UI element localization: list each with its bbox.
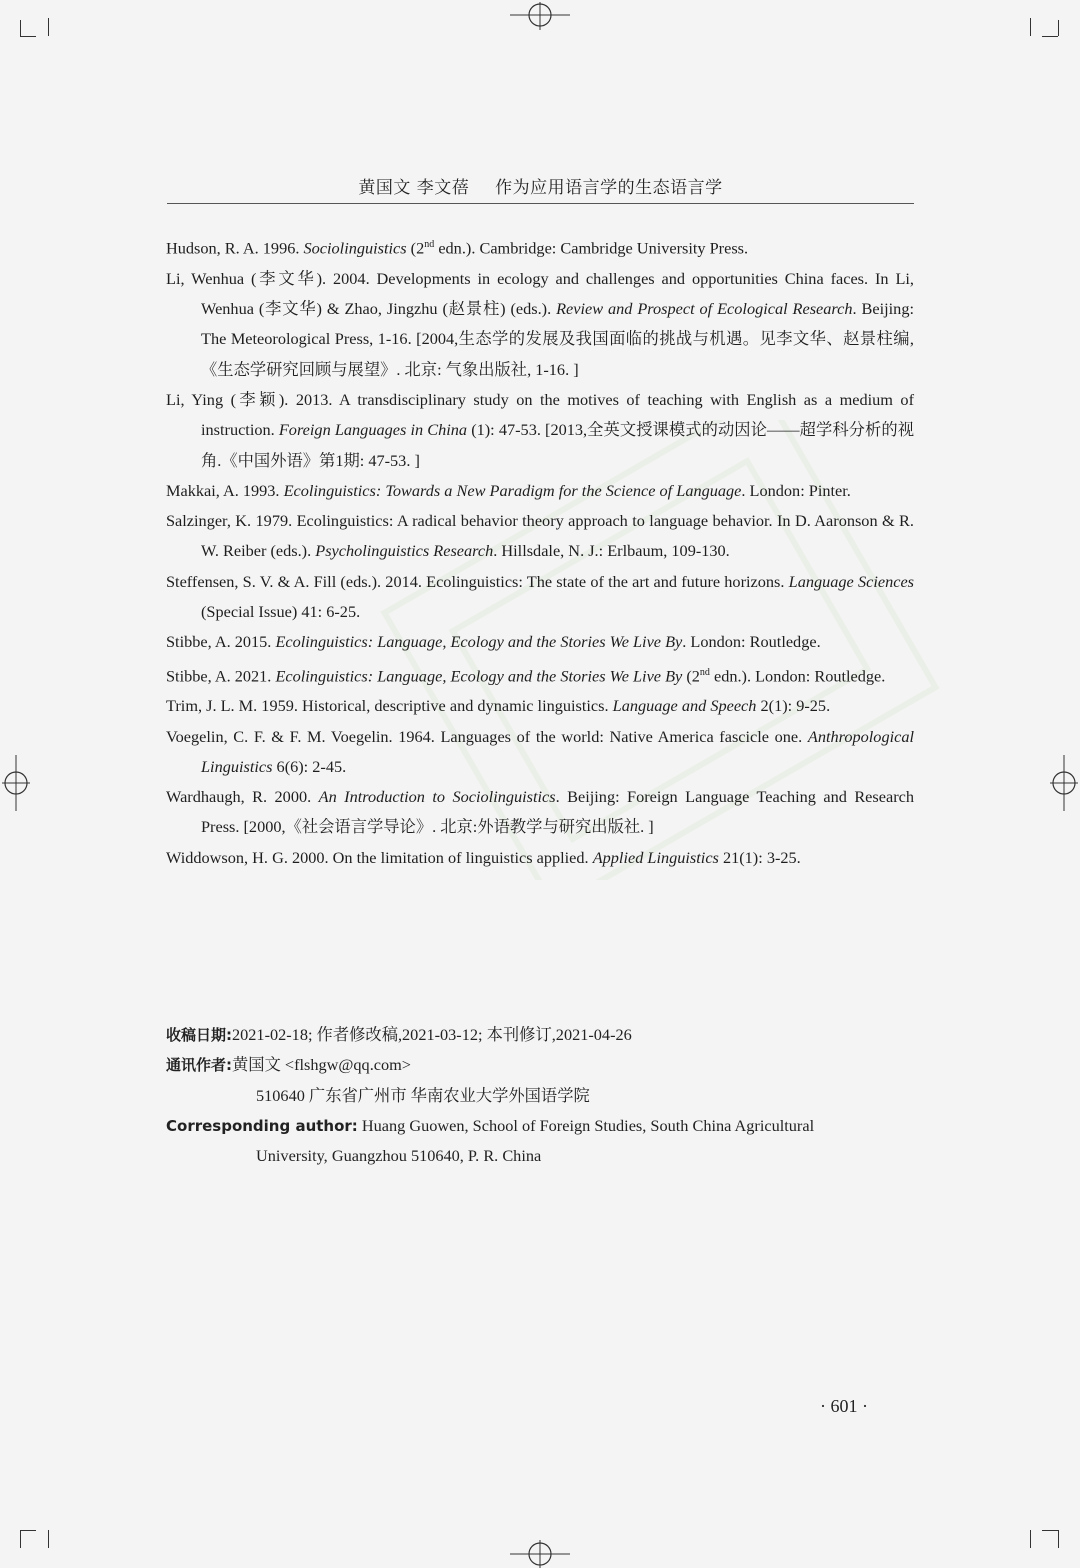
reference-entry (166, 264, 914, 385)
reference-text: Hudson, R. A. 1996. (166, 238, 304, 258)
reference-text: Steffensen, S. V. & A. Fill (eds.). 2014. Ecolinguistics: The state of the art and future horizons. (166, 571, 789, 591)
reference-text: (2 (406, 238, 425, 258)
registration-mark-top (510, 2, 570, 30)
crop-mark (1058, 1530, 1059, 1548)
crop-mark (1058, 20, 1059, 36)
header-authors: 黄国文 李文蓓 (358, 178, 470, 198)
reference-title: Sociolinguistics (303, 238, 407, 258)
reference-text: 2(1): 9-25. (756, 696, 831, 716)
reference-text: Wardhaugh, R. 2000. (166, 787, 319, 807)
contact-line (166, 1050, 914, 1080)
contact-info: 黄国文 <flshgw@qq.com> (232, 1055, 411, 1075)
reference-text: . Beijing: Foreign Language Teaching and Research Press. [2000,《社会语言学导论》. 北京:外语教学与研究出版社. ] (201, 787, 914, 837)
crop-mark (1030, 18, 1031, 36)
registration-mark-right (1050, 755, 1078, 811)
running-header (167, 173, 914, 204)
reference-entry (166, 782, 914, 843)
received-date-line (166, 1020, 914, 1050)
reference-text: . London: Pinter. (741, 480, 851, 500)
reference-text: Li, Wenhua (李文华). 2004. Developments in ecology and challenges and opportunities China faces. In Li, Wenhua (李文华) & Zhao, Jingzhu (赵景柱) (eds.). (166, 268, 914, 319)
reference-text: . London: Routledge. (682, 632, 821, 652)
reference-title: Ecolinguistics: Language, Ecology and the Stories We Live By (275, 666, 683, 685)
reference-text: edn.). London: Routledge. (709, 666, 886, 685)
reference-text: Stibbe, A. 2015. (166, 632, 276, 652)
page-number: · 601 · (820, 1396, 868, 1416)
reference-title: An Introduction to Sociolinguistics (318, 787, 556, 807)
reference-text: . Beijing: The Meteorological Press, 1-16. [2004,生态学的发展及我国面临的挑战与机遇。见李文华、赵景柱编,《生态学研究回顾与展望》. 北京: 气象出版社, 1-16. ] (201, 299, 914, 379)
crop-mark (20, 1530, 21, 1548)
header-title: 作为应用语言学的生态语言学 (495, 178, 723, 198)
reference-title: Psycholinguistics Research (315, 541, 494, 561)
reference-text: Li, Ying (李颖). 2013. A transdisciplinary study on the motives of teaching with English as a medium of instruction. (166, 389, 914, 440)
received-label: 收稿日期: (166, 1026, 232, 1044)
reference-text: nd (424, 239, 435, 250)
reference-title: Review and Prospect of Ecological Research (556, 299, 853, 319)
reference-title: Language and Speech (612, 696, 757, 716)
reference-entry (166, 627, 914, 657)
reference-text: Widdowson, H. G. 2000. On the limitation of linguistics applied. (166, 847, 593, 867)
registration-mark-left (2, 755, 30, 811)
reference-title: Anthropological Linguistics (201, 726, 914, 776)
reference-text: (Special Issue) 41: 6-25. (201, 601, 361, 621)
crop-mark (20, 1530, 36, 1531)
reference-text: Trim, J. L. M. 1959. Historical, descriptive and dynamic linguistics. (166, 696, 613, 716)
crop-mark (20, 36, 36, 37)
reference-text: 21(1): 3-25. (718, 847, 801, 867)
reference-entry (166, 476, 914, 506)
reference-title: Applied Linguistics (592, 847, 719, 867)
reference-text: . Hillsdale, N. J.: Erlbaum, 109-130. (493, 541, 730, 561)
reference-text: Voegelin, C. F. & F. M. Voegelin. 1964. Languages of the world: Native America fascicle one. (166, 726, 808, 746)
corr-text-cont: University, Guangzhou 510640, P. R. China (256, 1146, 542, 1166)
reference-text: (1): 47-53. [2013,全英文授课模式的动因论——超学科分析的视角.《中国外语》第1期: 47-53. ] (201, 420, 914, 470)
reference-list (166, 230, 914, 873)
reference-text: edn.). Cambridge: Cambridge University Press. (434, 238, 749, 258)
crop-mark (48, 18, 49, 36)
crop-mark (1042, 1530, 1058, 1531)
corresponding-author (166, 1111, 914, 1141)
corr-text: Huang Guowen, School of Foreign Studies, South China Agricultural (361, 1115, 815, 1135)
reference-text: Stibbe, A. 2021. (166, 666, 276, 685)
reference-text: Makkai, A. 1993. (166, 480, 284, 500)
reference-text: (2 (682, 666, 700, 685)
reference-entry (166, 658, 914, 692)
registration-mark-bottom (510, 1540, 570, 1568)
crop-mark (48, 1530, 49, 1548)
reference-entry (166, 567, 914, 628)
reference-title: Ecolinguistics: Towards a New Paradigm for the Science of Language (283, 480, 742, 500)
corr-label: Corresponding author: (166, 1116, 358, 1135)
reference-entry (166, 385, 914, 476)
reference-title: Foreign Languages in China (278, 420, 468, 440)
crop-mark (1030, 1530, 1031, 1548)
reference-entry (166, 506, 914, 567)
received-dates: 2021-02-18; 作者修改稿,2021-03-12; 本刊修订,2021-04-26 (232, 1025, 632, 1044)
crop-mark (1042, 36, 1058, 37)
reference-text: 6(6): 2-45. (272, 756, 347, 776)
reference-entry (166, 843, 914, 873)
reference-title: Language Sciences (788, 571, 915, 591)
reference-entry (166, 230, 914, 264)
contact-address: 510640 广东省广州市 华南农业大学外国语学院 (256, 1085, 590, 1105)
reference-title: Ecolinguistics: Language, Ecology and the Stories We Live By (275, 632, 683, 652)
crop-mark (20, 20, 21, 36)
contact-label: 通讯作者: (166, 1056, 232, 1075)
article-metadata (166, 1020, 914, 1171)
reference-text: Salzinger, K. 1979. Ecolinguistics: A radical behavior theory approach to language behavior. In D. Aaronson & R. W. Reiber (eds.). (166, 511, 914, 561)
reference-entry (166, 722, 914, 783)
reference-text: nd (699, 666, 710, 678)
reference-entry (166, 691, 914, 721)
